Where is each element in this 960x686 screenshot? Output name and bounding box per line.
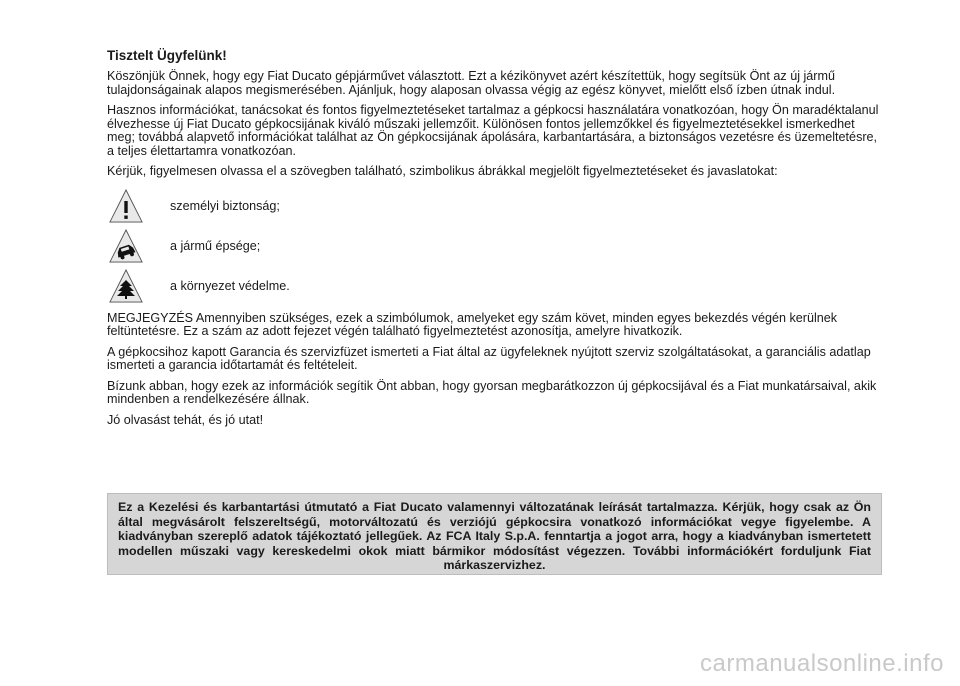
symbol-label: személyi biztonság; xyxy=(170,198,280,213)
symbol-item-vehicle-integrity xyxy=(107,226,882,266)
info-paragraph: Hasznos információkat, tanácsokat és fontos figyelmeztetéseket tartalmaz a gépkocsi használatára vonatkozóan, hogy Ön maradéktalanul élvezhesse új Fiat Ducato gépkocsijának kiváló műszaki jellemzőit. Különösen fontos jellemzőkkel és figyelmeztetésekkel ismerkedhet meg; továbbá alapvető információkat találhat az Ön gépkocsijának ápolására, karbantartására, a biztonságos vezetésre és üzemeltetésre, a teljes élettartamra vonatkozóan. xyxy=(107,103,879,158)
page-heading: Tisztelt Ügyfelünk! xyxy=(107,48,227,63)
document-body xyxy=(107,48,882,434)
symbol-item-personal-safety xyxy=(107,186,882,226)
symbol-item-environment xyxy=(107,266,882,306)
tree-environment-icon xyxy=(108,268,144,304)
car-warning-icon xyxy=(108,228,144,264)
symbol-label: a jármű épsége; xyxy=(170,238,261,253)
disclaimer-box: Ez a Kezelési és karbantartási útmutató a Fiat Ducato valamennyi változatának leírását tartalmazza. Kérjük, hogy csak az Ön által megvásárolt felszereltségű, motorváltozatú és verziójú gépkocsira vonatkozó információkat vegye figyelembe. A kiadványban szereplő adatok tájékoztató jellegűek. Az FCA Italy S.p.A. fenntartja a jogot arra, hogy a kiadványban ismertetett modellen műszaki vagy kereskedelmi okok miatt bármikor módosítást végezzen. További információkért forduljunk Fiat márkaszervizhez. xyxy=(107,493,882,575)
warranty-paragraph: A gépkocsihoz kapott Garancia és szervizfüzet ismerteti a Fiat által az ügyfeleknek nyújtott szerviz szolgáltatásokat, a garanciális adatlap ismerteti a garancia időtartamát és feltételeit. xyxy=(107,344,871,372)
farewell-paragraph: Jó olvasást tehát, és jó utat! xyxy=(107,412,264,427)
symbol-label: a környezet védelme. xyxy=(170,278,290,293)
closing-paragraph: Bízunk abban, hogy ezek az információk segítik Önt abban, hogy gyorsan megbarátkozzon új gépkocsijával és a Fiat munkatársaival, akik mindenben a rendelkezésére állnak. xyxy=(107,378,877,406)
exclamation-warning-icon xyxy=(108,188,144,224)
symbols-intro-paragraph: Kérjük, figyelmesen olvassa el a szövegben található, szimbolikus ábrákkal megjelölt figyelmeztetéseket és javaslatokat: xyxy=(107,164,778,178)
note-paragraph: MEGJEGYZÉS Amennyiben szükséges, ezek a szimbólumok, amelyeket egy szám követ, minden egyes bekezdés végén kerülnek feltüntetésre. Ez a szám az adott fejezet végén található figyelmeztetést azonosítja, amelyre hivatkozik. xyxy=(107,310,838,338)
watermark: carmanualsonline.info xyxy=(700,650,944,677)
intro-paragraph: Köszönjük Önnek, hogy egy Fiat Ducato gépjárművet választott. Ezt a kézikönyvet azért készítettük, hogy segítsük Önt az új jármű tulajdonságainak alapos megismerésében. Ajánljuk, hogy alaposan olvassa végig az egész könyvet, mielőtt első ízben útnak indul. xyxy=(107,69,836,97)
symbol-list xyxy=(107,186,882,306)
